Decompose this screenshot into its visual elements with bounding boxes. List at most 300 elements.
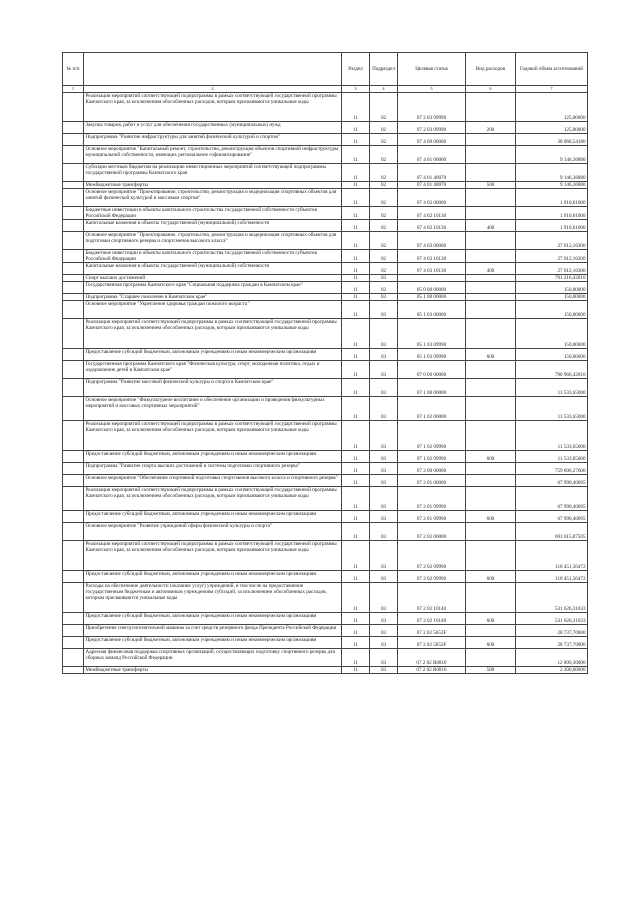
- row-podrazdel-cell: 03: [370, 451, 398, 463]
- row-podrazdel-cell: 03: [370, 649, 398, 667]
- row-number-cell: [63, 301, 84, 319]
- table-row: [63, 667, 588, 674]
- row-razdel-cell: 11: [342, 667, 370, 674]
- row-podrazdel-cell: 03: [370, 667, 398, 674]
- row-name-cell: Предоставление субсидий бюджетным, автономным учреждениям и иным некоммерческим организациям: [84, 571, 342, 583]
- row-razdel-cell: 11: [342, 220, 370, 232]
- row-razdel-cell: 11: [342, 523, 370, 541]
- row-target-cell: 05 1 03 09990: [398, 319, 466, 349]
- row-amount-cell: 1 910,01000: [516, 220, 588, 232]
- row-podrazdel-cell: 03: [370, 275, 398, 282]
- row-target-cell: 07 1 02 09990: [398, 421, 466, 451]
- table-row: [63, 301, 588, 319]
- row-expense-type-cell: [466, 232, 516, 250]
- table-row: [63, 625, 588, 637]
- row-razdel-cell: 11: [342, 361, 370, 379]
- row-razdel-cell: 11: [342, 421, 370, 451]
- col-header-expense-type: Вид расходов: [466, 53, 516, 86]
- row-expense-type-cell: [466, 93, 516, 122]
- table-row: [63, 189, 588, 207]
- row-expense-type-cell: [466, 625, 516, 637]
- row-amount-cell: 150,00000: [516, 294, 588, 301]
- row-target-cell: 07 4 03 00000: [398, 232, 466, 250]
- row-podrazdel-cell: 03: [370, 475, 398, 487]
- row-amount-cell: 9 146,36880: [516, 182, 588, 189]
- row-number-cell: [63, 667, 84, 674]
- row-razdel-cell: 11: [342, 475, 370, 487]
- table-row: [63, 263, 588, 275]
- row-podrazdel-cell: 02: [370, 134, 398, 146]
- row-expense-type-cell: 600: [466, 571, 516, 583]
- table-row: [63, 164, 588, 182]
- col-header-number: № п/п: [63, 53, 84, 86]
- row-target-cell: 07 2 03 09990: [398, 93, 466, 122]
- row-podrazdel-cell: 03: [370, 379, 398, 397]
- row-number-cell: [63, 511, 84, 523]
- row-amount-cell: 791 216,42010: [516, 275, 588, 282]
- row-podrazdel-cell: 03: [370, 571, 398, 583]
- table-row: [63, 475, 588, 487]
- table-row: [63, 146, 588, 164]
- table-row: [63, 319, 588, 349]
- table-row: [63, 583, 588, 613]
- row-amount-cell: 11 533,65000: [516, 421, 588, 451]
- row-expense-type-cell: [466, 282, 516, 294]
- col-number: 7: [516, 86, 588, 93]
- row-razdel-cell: 11: [342, 189, 370, 207]
- row-number-cell: [63, 649, 84, 667]
- row-podrazdel-cell: 03: [370, 487, 398, 511]
- row-number-cell: [63, 397, 84, 421]
- row-amount-cell: 27 012,16300: [516, 263, 588, 275]
- row-target-cell: 07 4 01 40070: [398, 182, 466, 189]
- row-target-cell: 05 1 03 09990: [398, 349, 466, 361]
- table-row: [63, 541, 588, 571]
- row-target-cell: 07 2 02 10140: [398, 613, 466, 625]
- row-podrazdel-cell: 02: [370, 146, 398, 164]
- row-name-cell: Межбюджетные трансферты: [84, 182, 342, 189]
- table-header-row: [63, 53, 588, 86]
- row-name-cell: Подпрограмма "Развитие инфраструктуры для занятий физической культурой и спортом": [84, 134, 342, 146]
- row-amount-cell: 150,00000: [516, 301, 588, 319]
- row-name-cell: Расходы на обеспечение деятельности (оказание услуг) учреждений, в том числе на предоставление государственным бюджетным и автономным учреждениям субсидий, за исключением обособленных расходов, которым присваиваются уникальные коды: [84, 583, 342, 613]
- row-amount-cell: 150,00000: [516, 349, 588, 361]
- row-podrazdel-cell: 03: [370, 613, 398, 625]
- table-row: [63, 220, 588, 232]
- row-name-cell: Закупка товаров, работ и услуг для обеспечения государственных (муниципальных) нужд: [84, 122, 342, 134]
- row-amount-cell: 1 910,01000: [516, 207, 588, 220]
- table-row: [63, 282, 588, 294]
- row-amount-cell: 27 012,16300: [516, 250, 588, 263]
- row-razdel-cell: 11: [342, 511, 370, 523]
- column-number-row: [63, 86, 588, 93]
- row-name-cell: Основное мероприятие "Проектирование, строительство, реконструкция и модернизация спортивных объектов для занятий физической культурой и массовым спортом": [84, 189, 342, 207]
- row-name-cell: Основное мероприятие "Капитальный ремонт, строительство, реконструкция объектов спортивной инфраструктуры муниципальной собственности, имеющих региональное софинансирование": [84, 146, 342, 164]
- col-number: 6: [466, 86, 516, 93]
- col-number: 2: [84, 86, 342, 93]
- row-razdel-cell: 11: [342, 571, 370, 583]
- row-number-cell: [63, 451, 84, 463]
- row-razdel-cell: 11: [342, 134, 370, 146]
- row-amount-cell: 150,00000: [516, 319, 588, 349]
- row-amount-cell: 1 910,01000: [516, 189, 588, 207]
- row-razdel-cell: 11: [342, 146, 370, 164]
- row-expense-type-cell: [466, 207, 516, 220]
- row-amount-cell: 11 533,65000: [516, 379, 588, 397]
- row-podrazdel-cell: 02: [370, 164, 398, 182]
- row-number-cell: [63, 613, 84, 625]
- row-expense-type-cell: [466, 294, 516, 301]
- table-row: [63, 421, 588, 451]
- row-number-cell: [63, 571, 84, 583]
- row-razdel-cell: 11: [342, 275, 370, 282]
- row-podrazdel-cell: 02: [370, 220, 398, 232]
- row-number-cell: [63, 319, 84, 349]
- row-name-cell: Приобретение снегоуплотнительной машины за счет средств резервного фонда Президента Российской Федерации: [84, 625, 342, 637]
- row-number-cell: [63, 93, 84, 122]
- row-target-cell: 07 2 01 09990: [398, 511, 466, 523]
- row-razdel-cell: 11: [342, 379, 370, 397]
- row-name-cell: Предоставление субсидий бюджетным, автономным учреждениям и иным некоммерческим организациям: [84, 451, 342, 463]
- row-expense-type-cell: [466, 164, 516, 182]
- row-amount-cell: 531 626,31033: [516, 583, 588, 613]
- row-razdel-cell: 11: [342, 649, 370, 667]
- row-amount-cell: 118 451,56472: [516, 571, 588, 583]
- row-expense-type-cell: [466, 146, 516, 164]
- row-name-cell: Субсидии местным бюджетам на реализацию инвестиционных мероприятий соответствующей подпрограммы государственной программы Камчатского края: [84, 164, 342, 182]
- row-name-cell: Спорт высших достижений: [84, 275, 342, 282]
- row-target-cell: 07 2 02 R0810: [398, 667, 466, 674]
- table-row: [63, 613, 588, 625]
- row-amount-cell: 28 737,70000: [516, 637, 588, 649]
- row-name-cell: Предоставление субсидий бюджетным, автономным учреждениям и иным некоммерческим организациям: [84, 349, 342, 361]
- row-podrazdel-cell: 03: [370, 282, 398, 294]
- row-name-cell: Предоставление субсидий бюджетным, автономным учреждениям и иным некоммерческим организациям: [84, 613, 342, 625]
- row-name-cell: Подпрограмма "Развитие массовой физической культуры и спорта в Камчатском крае": [84, 379, 342, 397]
- row-target-cell: 07 4 01 00000: [398, 146, 466, 164]
- budget-table: [62, 52, 588, 674]
- row-expense-type-cell: [466, 361, 516, 379]
- row-target-cell: 07 0 00 00000: [398, 361, 466, 379]
- row-expense-type-cell: [466, 475, 516, 487]
- row-podrazdel-cell: 03: [370, 294, 398, 301]
- row-target-cell: 07 2 03 09990: [398, 122, 466, 134]
- row-expense-type-cell: [466, 134, 516, 146]
- table-row: [63, 637, 588, 649]
- row-razdel-cell: 11: [342, 207, 370, 220]
- row-razdel-cell: 11: [342, 263, 370, 275]
- col-number: 4: [370, 86, 398, 93]
- row-target-cell: 07 2 02 5653F: [398, 625, 466, 637]
- row-number-cell: [63, 134, 84, 146]
- row-name-cell: Адресная финансовая поддержка спортивных организаций, осуществляющих подготовку спортивного резерва для сборных команд Российской Федерации: [84, 649, 342, 667]
- row-target-cell: 05 1 00 00000: [398, 294, 466, 301]
- row-target-cell: 07 2 02 10140: [398, 583, 466, 613]
- row-expense-type-cell: [466, 421, 516, 451]
- row-expense-type-cell: 500: [466, 182, 516, 189]
- row-number-cell: [63, 207, 84, 220]
- row-number-cell: [63, 379, 84, 397]
- row-expense-type-cell: 400: [466, 220, 516, 232]
- row-expense-type-cell: [466, 319, 516, 349]
- row-number-cell: [63, 637, 84, 649]
- row-target-cell: 07 4 02 10130: [398, 207, 466, 220]
- table-row: [63, 397, 588, 421]
- row-podrazdel-cell: 03: [370, 319, 398, 349]
- row-number-cell: [63, 463, 84, 475]
- table-row: [63, 207, 588, 220]
- row-amount-cell: 531 626,31033: [516, 613, 588, 625]
- row-podrazdel-cell: 02: [370, 189, 398, 207]
- col-number: 3: [342, 86, 370, 93]
- row-amount-cell: 150,00000: [516, 282, 588, 294]
- col-header-name: [84, 53, 342, 86]
- row-amount-cell: 11 533,65000: [516, 451, 588, 463]
- row-name-cell: Подпрограмма "Развитие спорта высших достижений и системы подготовки спортивного резерва": [84, 463, 342, 475]
- row-number-cell: [63, 349, 84, 361]
- row-razdel-cell: 11: [342, 122, 370, 134]
- row-expense-type-cell: 400: [466, 263, 516, 275]
- row-amount-cell: 790 966,42010: [516, 361, 588, 379]
- row-amount-cell: 27 012,16300: [516, 232, 588, 250]
- row-target-cell: 07 2 02 5653F: [398, 637, 466, 649]
- row-podrazdel-cell: 03: [370, 421, 398, 451]
- row-amount-cell: 125,00000: [516, 93, 588, 122]
- row-name-cell: Реализация мероприятий соответствующей подпрограммы в рамках соответствующей государственной программы Камчатского края, за исключением обособленных расходов, которым присваиваются уникальные коды: [84, 93, 342, 122]
- row-number-cell: [63, 232, 84, 250]
- col-number: 1: [63, 86, 84, 93]
- row-expense-type-cell: [466, 463, 516, 475]
- row-name-cell: Государственная программа Камчатского края "Физическая культура, спорт, молодежная политика, отдых и оздоровление детей в Камчатском крае": [84, 361, 342, 379]
- row-number-cell: [63, 263, 84, 275]
- row-name-cell: Основное мероприятие "Проектирование, строительство, реконструкция и модернизация спортивных объектов для подготовки спортивного резерва и спортсменов высокого класса": [84, 232, 342, 250]
- row-razdel-cell: 11: [342, 282, 370, 294]
- row-razdel-cell: 11: [342, 613, 370, 625]
- row-razdel-cell: 11: [342, 583, 370, 613]
- table-row: [63, 451, 588, 463]
- row-expense-type-cell: 600: [466, 451, 516, 463]
- row-expense-type-cell: 600: [466, 349, 516, 361]
- row-expense-type-cell: [466, 649, 516, 667]
- row-number-cell: [63, 487, 84, 511]
- table-row: [63, 122, 588, 134]
- row-expense-type-cell: [466, 541, 516, 571]
- row-name-cell: Реализация мероприятий соответствующей подпрограммы в рамках соответствующей государственной программы Камчатского края, за исключением обособленных расходов, которым присваиваются уникальные коды: [84, 319, 342, 349]
- row-name-cell: Межбюджетные трансферты: [84, 667, 342, 674]
- row-amount-cell: 691 615,87505: [516, 523, 588, 541]
- row-razdel-cell: 11: [342, 164, 370, 182]
- row-number-cell: [63, 189, 84, 207]
- row-razdel-cell: 11: [342, 349, 370, 361]
- row-number-cell: [63, 583, 84, 613]
- row-razdel-cell: 11: [342, 319, 370, 349]
- row-number-cell: [63, 164, 84, 182]
- row-target-cell: 07 2 02 R0810: [398, 649, 466, 667]
- row-number-cell: [63, 275, 84, 282]
- row-razdel-cell: 11: [342, 93, 370, 122]
- row-podrazdel-cell: 02: [370, 207, 398, 220]
- row-name-cell: Предоставление субсидий бюджетным, автономным учреждениям и иным некоммерческим организациям: [84, 511, 342, 523]
- table-row: [63, 487, 588, 511]
- row-number-cell: [63, 182, 84, 189]
- row-podrazdel-cell: 03: [370, 349, 398, 361]
- row-target-cell: 07 1 02 00000: [398, 397, 466, 421]
- row-expense-type-cell: 200: [466, 122, 516, 134]
- row-expense-type-cell: [466, 275, 516, 282]
- row-target-cell: 07 4 03 10130: [398, 250, 466, 263]
- table-row: [63, 349, 588, 361]
- row-number-cell: [63, 294, 84, 301]
- row-name-cell: Подпрограмма "Старшее поколение в Камчатском крае": [84, 294, 342, 301]
- row-name-cell: Основное мероприятие "Обеспечение спортивной подготовки спортсменов высокого класса и спортивного резерва": [84, 475, 342, 487]
- row-expense-type-cell: [466, 523, 516, 541]
- row-amount-cell: 12 800,30000: [516, 649, 588, 667]
- row-target-cell: 07 1 02 09990: [398, 451, 466, 463]
- col-header-annual-amount: Годовой объем ассигнований: [516, 53, 588, 86]
- row-name-cell: Основное мероприятие "Развитие учреждений сферы физической культуры и спорта": [84, 523, 342, 541]
- row-number-cell: [63, 361, 84, 379]
- row-expense-type-cell: [466, 397, 516, 421]
- row-number-cell: [63, 146, 84, 164]
- table-row: [63, 523, 588, 541]
- row-podrazdel-cell: 02: [370, 250, 398, 263]
- row-podrazdel-cell: 03: [370, 397, 398, 421]
- row-amount-cell: 118 451,56472: [516, 541, 588, 571]
- row-podrazdel-cell: 02: [370, 122, 398, 134]
- row-razdel-cell: 11: [342, 451, 370, 463]
- row-razdel-cell: 11: [342, 463, 370, 475]
- row-podrazdel-cell: 03: [370, 301, 398, 319]
- row-target-cell: 07 4 00 00000: [398, 134, 466, 146]
- row-target-cell: 07 2 02 00000: [398, 523, 466, 541]
- row-amount-cell: 11 533,65000: [516, 397, 588, 421]
- row-razdel-cell: 11: [342, 294, 370, 301]
- row-expense-type-cell: [466, 301, 516, 319]
- row-razdel-cell: 11: [342, 232, 370, 250]
- row-number-cell: [63, 475, 84, 487]
- row-name-cell: Капитальные вложения в объекты государственной (муниципальной) собственности: [84, 263, 342, 275]
- row-amount-cell: 67 990,40095: [516, 475, 588, 487]
- row-podrazdel-cell: 03: [370, 523, 398, 541]
- row-razdel-cell: 11: [342, 301, 370, 319]
- row-podrazdel-cell: 02: [370, 93, 398, 122]
- table-row: [63, 93, 588, 122]
- row-expense-type-cell: 600: [466, 613, 516, 625]
- row-name-cell: Капитальные вложения в объекты государственной (муниципальной) собственности: [84, 220, 342, 232]
- table-row: [63, 463, 588, 475]
- row-razdel-cell: 11: [342, 637, 370, 649]
- row-expense-type-cell: [466, 379, 516, 397]
- row-razdel-cell: 11: [342, 250, 370, 263]
- col-header-razdel: Раздел: [342, 53, 370, 86]
- row-razdel-cell: 11: [342, 487, 370, 511]
- row-target-cell: 07 2 00 00000: [398, 463, 466, 475]
- table-row: [63, 361, 588, 379]
- row-name-cell: Бюджетные инвестиции в объекты капитального строительства государственной собственности субъектов Российской Федерации: [84, 250, 342, 263]
- row-expense-type-cell: [466, 487, 516, 511]
- row-amount-cell: 67 990,40095: [516, 511, 588, 523]
- table-row: [63, 511, 588, 523]
- row-number-cell: [63, 625, 84, 637]
- table-row: [63, 649, 588, 667]
- table-row: [63, 250, 588, 263]
- row-amount-cell: 67 990,40095: [516, 487, 588, 511]
- budget-table-page: [62, 52, 587, 674]
- col-header-target: Целевая статья: [398, 53, 466, 86]
- row-name-cell: Основное мероприятие "Укрепление здоровья граждан пожилого возраста ": [84, 301, 342, 319]
- row-target-cell: [398, 275, 466, 282]
- row-number-cell: [63, 523, 84, 541]
- row-podrazdel-cell: 02: [370, 232, 398, 250]
- table-row: [63, 275, 588, 282]
- table-row: [63, 182, 588, 189]
- row-expense-type-cell: [466, 583, 516, 613]
- row-name-cell: Государственная программа Камчатского края "Социальная поддержка граждан в Камчатском крае": [84, 282, 342, 294]
- row-podrazdel-cell: 03: [370, 541, 398, 571]
- row-target-cell: 07 2 01 00000: [398, 475, 466, 487]
- table-row: [63, 232, 588, 250]
- row-podrazdel-cell: 03: [370, 583, 398, 613]
- row-amount-cell: 759 606,27600: [516, 463, 588, 475]
- row-name-cell: Реализация мероприятий соответствующей подпрограммы в рамках соответствующей государственной программы Камчатского края, за исключением обособленных расходов, которым присваиваются уникальные коды: [84, 541, 342, 571]
- row-target-cell: 07 2 01 09990: [398, 487, 466, 511]
- row-podrazdel-cell: 03: [370, 511, 398, 523]
- row-amount-cell: 9 146,36880: [516, 164, 588, 182]
- row-razdel-cell: 11: [342, 182, 370, 189]
- row-name-cell: Реализация мероприятий соответствующей подпрограммы в рамках соответствующей государственной программы Камчатского края, за исключением обособленных расходов, которым присваиваются уникальные коды: [84, 487, 342, 511]
- row-target-cell: 05 0 00 00000: [398, 282, 466, 294]
- row-number-cell: [63, 541, 84, 571]
- row-amount-cell: 28 737,70000: [516, 625, 588, 637]
- row-expense-type-cell: [466, 250, 516, 263]
- row-razdel-cell: 11: [342, 541, 370, 571]
- row-podrazdel-cell: 03: [370, 463, 398, 475]
- row-number-cell: [63, 220, 84, 232]
- table-row: [63, 294, 588, 301]
- row-razdel-cell: 11: [342, 397, 370, 421]
- row-target-cell: 05 1 03 00000: [398, 301, 466, 319]
- row-expense-type-cell: 500: [466, 667, 516, 674]
- row-target-cell: 07 4 02 10130: [398, 220, 466, 232]
- table-body: [63, 93, 588, 674]
- row-name-cell: Бюджетные инвестиции в объекты капитального строительства государственной собственности субъектов Российской Федерации: [84, 207, 342, 220]
- row-target-cell: 07 2 02 09990: [398, 571, 466, 583]
- row-target-cell: 07 4 02 00000: [398, 189, 466, 207]
- row-podrazdel-cell: 02: [370, 263, 398, 275]
- row-podrazdel-cell: 02: [370, 182, 398, 189]
- row-name-cell: Реализация мероприятий соответствующей подпрограммы в рамках соответствующей государственной программы Камчатского края, за исключением обособленных расходов, которым присваиваются уникальные коды: [84, 421, 342, 451]
- row-razdel-cell: 11: [342, 625, 370, 637]
- row-amount-cell: 38 068,54180: [516, 134, 588, 146]
- row-podrazdel-cell: 03: [370, 361, 398, 379]
- table-row: [63, 571, 588, 583]
- row-podrazdel-cell: 03: [370, 637, 398, 649]
- row-name-cell: Основное мероприятие "Физкультурное воспитание и обеспечение организации и проведения физкультурных мероприятий и массовых спортивных мероприятий": [84, 397, 342, 421]
- row-number-cell: [63, 250, 84, 263]
- row-number-cell: [63, 282, 84, 294]
- table-row: [63, 134, 588, 146]
- row-podrazdel-cell: 03: [370, 625, 398, 637]
- row-target-cell: 07 1 00 00000: [398, 379, 466, 397]
- row-expense-type-cell: [466, 189, 516, 207]
- row-expense-type-cell: 600: [466, 637, 516, 649]
- row-amount-cell: 125,00000: [516, 122, 588, 134]
- col-number: 5: [398, 86, 466, 93]
- col-header-podrazdel: Подраздел: [370, 53, 398, 86]
- row-target-cell: 07 2 02 09990: [398, 541, 466, 571]
- row-number-cell: [63, 421, 84, 451]
- row-target-cell: 07 4 03 10130: [398, 263, 466, 275]
